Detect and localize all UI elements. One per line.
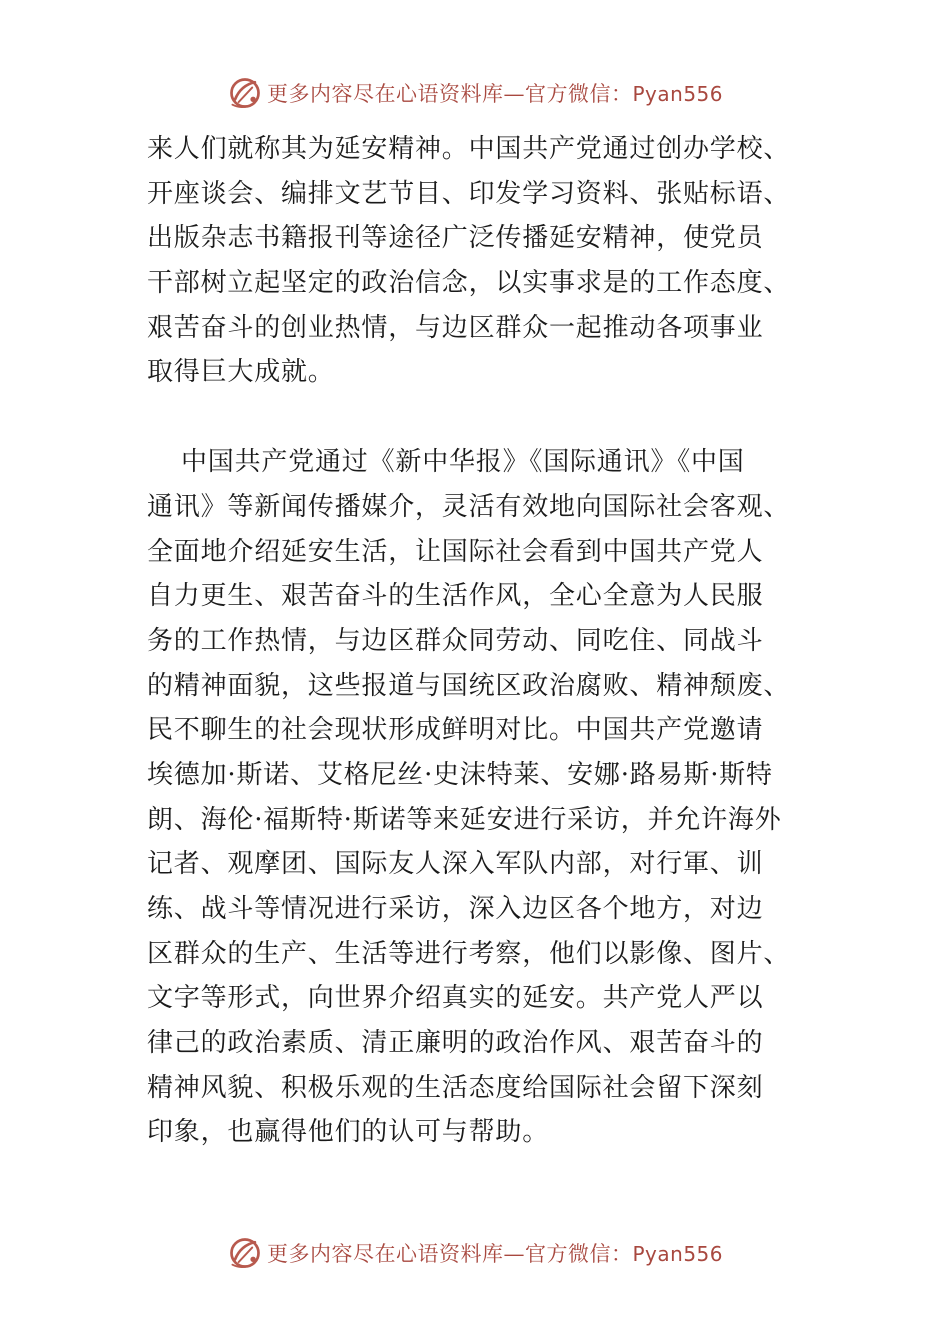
text-line: 朗、海伦·福斯特·斯诺等来延安进行采访，并允许海外: [147, 804, 782, 835]
text-line: 来人们就称其为延安精神。中国共产党通过创办学校、: [147, 134, 791, 164]
text-line: 中国共产党通过《新中华报》《国际通讯》《中国: [181, 447, 745, 478]
text-line: 自力更生、艰苦奋斗的生活作风，全心全意为人民服: [147, 581, 764, 612]
watermark-text: [267, 78, 723, 108]
watermark-label: 更多内容尽在心语资料库—官方微信：: [266, 82, 633, 106]
text-line: 开座谈会、编排文艺节目、印发学习资料、张贴标语、: [147, 178, 791, 209]
text-line: 取得巨大成就。: [147, 357, 335, 388]
brand-logo-icon: [227, 75, 263, 111]
text-line: 练、战斗等情况进行采访，深入边区各个地方，对边: [147, 894, 764, 924]
paragraph: [147, 127, 827, 395]
text-line: 出版杂志书籍报刊等途径广泛传播延安精神，使党员: [147, 223, 764, 254]
text-line: 埃德加·斯诺、艾格尼丝·史沫特莱、安娜·路易斯·斯特: [147, 759, 773, 790]
text-line: 印象，也赢得他们的认可与帮助。: [147, 1117, 550, 1148]
header-watermark: [0, 71, 950, 115]
text-line: 记者、观摩团、国际友人深入军队内部，对行軍、训: [147, 849, 764, 880]
paragraph-spacer: [147, 395, 827, 440]
document-body: [147, 127, 827, 1155]
brand-logo-icon: [227, 1235, 263, 1271]
text-line: 律己的政治素质、清正廉明的政治作风、艰苦奋斗的: [147, 1028, 764, 1059]
text-line: 全面地介绍延安生活，让国际社会看到中国共产党人: [147, 536, 764, 567]
footer-watermark: [0, 1231, 950, 1275]
text-line: 的精神面貌，这些报道与国统区政治腐败、精神颓废、: [147, 670, 791, 701]
text-line: 务的工作热情，与边区群众同劳动、同吃住、同战斗: [147, 625, 764, 656]
text-line: 区群众的生产、生活等进行考察，他们以影像、图片、: [147, 938, 791, 969]
text-line: 干部树立起坚定的政治信念，以实事求是的工作态度、: [147, 268, 791, 299]
watermark-label: 更多内容尽在心语资料库—官方微信：: [266, 1242, 633, 1266]
text-line: 通讯》等新闻传播媒介，灵活有效地向国际社会客观、: [147, 491, 791, 522]
paragraph: [147, 440, 827, 1155]
watermark-wechat-id: Pyan556: [632, 1242, 723, 1266]
text-line: 文字等形式，向世界介绍真实的延安。共产党人严以: [147, 983, 764, 1014]
text-line: 艰苦奋斗的创业热情，与边区群众一起推动各项事业: [147, 312, 764, 343]
text-line: 民不聊生的社会现状形成鲜明对比。中国共产党邀请: [147, 715, 764, 746]
watermark-text: [267, 1238, 723, 1268]
watermark-wechat-id: Pyan556: [632, 82, 723, 106]
text-line: 精神风貌、积极乐观的生活态度给国际社会留下深刻: [147, 1072, 764, 1103]
